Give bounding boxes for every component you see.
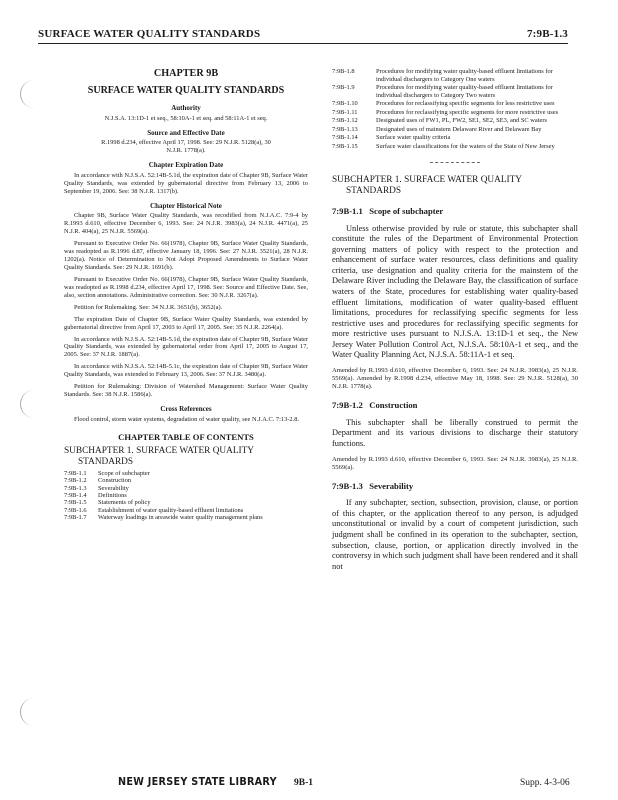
section-amendment-note: Amended by R.1993 d.610, effective December 6, 1993. See: 24 N.J.R. 3983(a), 25 N.J.R. 5569(a). Amended by R.1998 d.234, effective May 18, 1998. See: 29 N.J.R. 5128(a), 30 N.J.R. 1778(a).: [332, 367, 578, 391]
history-paragraph: In accordance with N.J.S.A. 52:14B-5.1c, the expiration date of Chapter 9B, Surface Water Quality Standards, was extended to February 13, 2006. See: 37 N.J.R. 3480(a).: [64, 363, 308, 379]
toc-entry[interactable]: [332, 68, 578, 83]
chapter-subtitle: SURFACE WATER QUALITY STANDARDS: [87, 84, 285, 96]
toc-left-list: [64, 470, 308, 522]
toc-entry-number: 7:9B-1.7: [64, 514, 87, 522]
toc-right-list: [332, 68, 578, 150]
subchapter-heading-line: STANDARDS: [346, 186, 402, 197]
toc-entry-title: Scope of subchapter: [98, 469, 150, 477]
section-heading: 7:9B-1.1 Scope of subchapter: [332, 205, 444, 216]
toc-entry-number: 7:9B-1.1: [64, 469, 87, 477]
toc-entry[interactable]: [332, 143, 578, 151]
toc-entry-title: Procedures for modifying water quality-based effluent limitations for individual dischargers to Category One waters: [376, 68, 553, 83]
subchapter-heading: [332, 175, 578, 196]
toc-entry[interactable]: [332, 126, 578, 134]
toc-entry-title: Surface water quality criteria: [376, 134, 451, 142]
toc-entry-title: Designated uses of FW1, PL, FW2, SE1, SE2, SE3, and SC waters: [376, 117, 547, 125]
history-heading: Chapter Historical Note: [150, 201, 222, 210]
chapter-title: CHAPTER 9B: [153, 68, 219, 79]
toc-entry-number: 7:9B-1.9: [332, 84, 355, 92]
toc-entry-number: 7:9B-1.6: [64, 506, 87, 514]
toc-entry-title: Designated uses of mainstem Delaware River and Delaware Bay: [376, 125, 542, 133]
subchapter-heading-line: SUBCHAPTER 1. SURFACE WATER QUALITY: [332, 175, 522, 186]
cross-references-heading: Cross References: [160, 405, 212, 414]
section-heading: 7:9B-1.2 Construction: [332, 400, 418, 411]
toc-entry[interactable]: [332, 100, 578, 108]
library-stamp: NEW JERSEY STATE LIBRARY: [118, 776, 277, 788]
toc-entry-number: 7:9B-1.2: [64, 477, 87, 485]
toc-entry-title: Procedures for reclassifying specific segments for less restrictive uses: [376, 100, 555, 108]
toc-entry-title: Establishment of water quality-based effluent limitations: [98, 506, 244, 514]
toc-entry-title: Surface water classifications for the waters of the State of New Jersey: [376, 142, 555, 150]
toc-entry-number: 7:9B-1.5: [64, 499, 87, 507]
toc-entry-title: Waterway loadings in areawide water quality management plans: [98, 514, 263, 522]
authority-heading: Authority: [171, 104, 201, 113]
toc-entry[interactable]: [64, 492, 308, 499]
source-heading: Source and Effective Date: [147, 128, 225, 137]
divider: [430, 162, 480, 163]
history-paragraph: Pursuant to Executive Order No. 66(1978), Chapter 9B, Surface Water Quality Standards, was readopted as R.1998 d.234, effective April 17, 1998. See: Source and Effective Date. See, also, section annotations. Administrative correction. See: 30 N.J.R. 3267(a).: [64, 275, 308, 299]
section-body: Unless otherwise provided by rule or statute, this subchapter shall constitute the rules of the Department of Environmental Protection governing matters of policy with respect to the protection and enhancement of surface water resources, class definitions and quality criteria, use designation and quality criteria for the mainstem of the Delaware River including the Delaware Bay, the classification of surface waters of the State, procedures for establishing water quality-based effluent limitations, modification of water quality-based effluent limitations, procedures for reclassifying specific segments for less restrictive uses and procedures for reclassifying specific segments for more restrictive uses pursuant to N.J.S.A. 13:1D-1 et seq., the New Jersey Water Pollution Control Act, N.J.S.A. 58:10A-1 et seq., and the Water Quality Planning Act, N.J.S.A. 58:11A-1 et seq.: [332, 223, 578, 360]
toc-entry-number: 7:9B-1.4: [64, 492, 87, 500]
toc-entry[interactable]: [64, 470, 308, 477]
punch-hole-mark: [20, 80, 35, 108]
toc-heading: CHAPTER TABLE OF CONTENTS: [118, 431, 254, 442]
history-paragraph: Petition for Rulemaking. See: 34 N.J.R. 3651(b), 3652(a).: [74, 303, 223, 311]
punch-hole-mark: [20, 390, 35, 418]
toc-entry-title: Procedures for reclassifying specific segments for more restrictive uses: [376, 108, 559, 116]
source-text: R.1998 d.234, effective April 17, 1998. See: 29 N.J.R. 5128(a), 30 N.J.R. 1778(a).: [101, 139, 271, 155]
right-column: [332, 68, 578, 578]
left-column: [64, 68, 308, 522]
history-paragraph: In accordance with N.J.S.A. 52:14B-5.1d, the expiration date of Chapter 9B, Surface Water Quality Standards, was extended by gubernatorial order from April 17, 2005 to August 17, 2005. See: 37 N.J.R. 1887(a).: [64, 335, 308, 359]
toc-entry-number: 7:9B-1.8: [332, 68, 355, 75]
toc-entry-number: 7:9B-1.12: [332, 117, 358, 125]
header-title: SURFACE WATER QUALITY STANDARDS: [38, 28, 261, 40]
toc-entry-title: Definitions: [98, 492, 127, 500]
toc-entry[interactable]: [64, 514, 308, 521]
authority-text: N.J.S.A. 13:1D-1 et seq., 58:10A-1 et seq. and 58:11A-1 et seq.: [104, 114, 268, 122]
toc-entry[interactable]: [332, 84, 578, 99]
section-heading: 7:9B-1.3 Severability: [332, 480, 414, 491]
toc-subchapter-line: SUBCHAPTER 1. SURFACE WATER QUALITY: [64, 446, 254, 457]
toc-entry-number: 7:9B-1.13: [332, 125, 358, 133]
supplement-date: Supp. 4-3-06: [520, 778, 570, 788]
section-body: This subchapter shall be liberally construed to permit the Department and its various divisions to discharge their statutory functions.: [332, 417, 578, 448]
toc-entry[interactable]: [332, 109, 578, 117]
punch-hole-mark: [20, 698, 35, 726]
expiration-heading: Chapter Expiration Date: [148, 161, 224, 170]
toc-entry[interactable]: [64, 499, 308, 506]
toc-entry[interactable]: [332, 117, 578, 125]
history-paragraph: The expiration Date of Chapter 9B, Surface Water Quality Standards, was extended by gubernatorial directive from April 17, 2003 to April 17, 2005. See: 35 N.J.R. 2264(a).: [64, 315, 308, 331]
toc-entry-title: Procedures for modifying water quality-based effluent limitations for individual dischargers to Category Two waters: [376, 84, 553, 99]
toc-entry-number: 7:9B-1.15: [332, 142, 358, 150]
section-body: If any subchapter, section, subsection, provision, clause, or portion of this chapter, or the application thereof to any person, is adjudged unconstitutional or invalid by a court of competent jurisdiction, such judgment shall be confined in its operation to the subchapter, section, subsection, clause, portion, or application directly involved in the controversy in which such judgment shall have been rendered and it shall not: [332, 498, 578, 571]
toc-entry[interactable]: [64, 507, 308, 514]
toc-entry[interactable]: [332, 134, 578, 142]
header-section: 7:9B-1.3: [526, 28, 568, 40]
toc-subchapter-title: [64, 446, 308, 466]
toc-entry-number: 7:9B-1.10: [332, 100, 358, 108]
history-paragraph: Pursuant to Executive Order No. 66(1978), Chapter 9B, Surface Water Quality Standards, was readopted as R.1996 d.87, effective January 18, 1996. See: 27 N.J.R. 3521(a), 28 N.J.R. 1202(a). Notice of Determination to Not Adopt Proposed Amendments to Surface Water Quality Standards. See: 29 N.J.R. 1691(b).: [64, 240, 308, 271]
expiration-text: In accordance with N.J.S.A. 52:14B-5.1d, the expiration date of Chapter 9B, Surface Water Quality Standards, was extended by gubernatorial directive from February 13, 2006 to September 19, 2006. See: 38 N.J.R. 1317(b).: [64, 171, 308, 195]
cross-references-text: Flood control, storm water systems, degradation of water quality, see N.J.A.C. 7:13-2.8.: [74, 415, 299, 423]
toc-entry-title: Construction: [98, 477, 132, 485]
history-paragraph: Chapter 9B, Surface Water Quality Standards, was recodified from N.J.A.C. 7:9-4 by R.1993 d.610, effective December 6, 1993. See: 24 N.J.R. 3983(a), 24 N.J.R. 4471(a), 25 N.J.R. 404(a), 25 N.J.R. 5569(a).: [64, 212, 308, 236]
history-paragraph: Petition for Rulemaking: Division of Watershed Management: Surface Water Quality Standards. See: 38 N.J.R. 1586(a).: [64, 383, 308, 399]
toc-entry-number: 7:9B-1.3: [64, 484, 87, 492]
page-number: 9B-1: [294, 778, 313, 788]
section-amendment-note: Amended by R.1993 d.610, effective December 6, 1993. See: 24 N.J.R. 3983(a), 25 N.J.R. 5569(a).: [332, 455, 578, 471]
toc-entry-number: 7:9B-1.14: [332, 134, 358, 142]
toc-subchapter-line: STANDARDS: [78, 456, 134, 467]
toc-entry[interactable]: [64, 477, 308, 484]
running-header: [38, 28, 568, 44]
toc-entry-title: Severability: [98, 484, 129, 492]
toc-entry[interactable]: [64, 485, 308, 492]
toc-entry-number: 7:9B-1.11: [332, 108, 358, 116]
toc-entry-title: Statements of policy: [98, 499, 151, 507]
